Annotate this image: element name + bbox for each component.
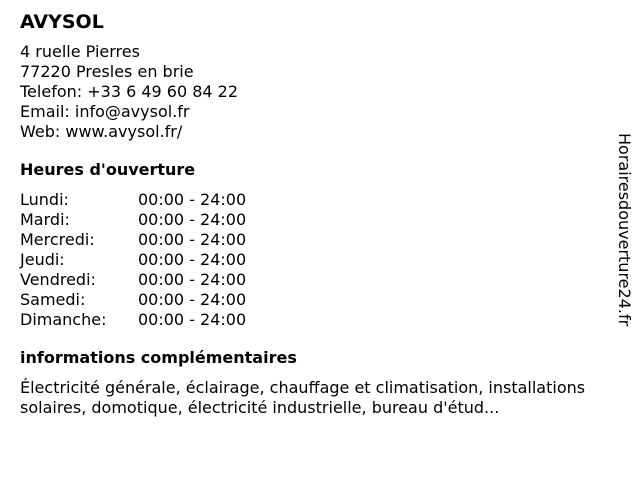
- day-label: Mardi:: [20, 210, 70, 229]
- contact-block: [20, 42, 610, 142]
- business-name: AVYSOL: [20, 11, 104, 33]
- hours-row-sunday: [20, 310, 610, 330]
- hours-row-wednesday: [20, 230, 610, 250]
- email-line: Email: info@avysol.fr: [20, 102, 190, 121]
- time-range: 00:00 - 24:00: [138, 270, 247, 289]
- day-label: Vendredi:: [20, 270, 96, 289]
- time-range: 00:00 - 24:00: [138, 190, 247, 209]
- address-line-1: 4 ruelle Pierres: [20, 42, 140, 61]
- phone-line: Telefon: +33 6 49 60 84 22: [20, 82, 239, 101]
- opening-hours-heading: Heures d'ouverture: [20, 160, 196, 179]
- time-range: 00:00 - 24:00: [138, 250, 247, 269]
- day-label: Samedi:: [20, 290, 86, 309]
- additional-info-heading: informations complémentaires: [20, 348, 297, 367]
- business-card: [20, 11, 610, 418]
- hours-row-thursday: [20, 250, 610, 270]
- day-label: Jeudi:: [20, 250, 65, 269]
- time-range: 00:00 - 24:00: [138, 210, 247, 229]
- time-range: 00:00 - 24:00: [138, 290, 247, 309]
- address-line-2: 77220 Presles en brie: [20, 62, 194, 81]
- time-range: 00:00 - 24:00: [138, 230, 247, 249]
- time-range: 00:00 - 24:00: [138, 310, 247, 329]
- hours-row-monday: [20, 190, 610, 210]
- opening-hours-table: [20, 190, 610, 330]
- hours-row-saturday: [20, 290, 610, 310]
- additional-info-text: Électricité générale, éclairage, chauffage et climatisation, installations solaires, domotique, électricité industrielle, bureau d'étud...: [20, 378, 586, 417]
- day-label: Mercredi:: [20, 230, 95, 249]
- day-label: Lundi:: [20, 190, 69, 209]
- day-label: Dimanche:: [20, 310, 107, 329]
- watermark-text: Horairesdouverture24.fr: [615, 133, 634, 327]
- web-line: Web: www.avysol.fr/: [20, 122, 183, 141]
- hours-row-tuesday: [20, 210, 610, 230]
- hours-row-friday: [20, 270, 610, 290]
